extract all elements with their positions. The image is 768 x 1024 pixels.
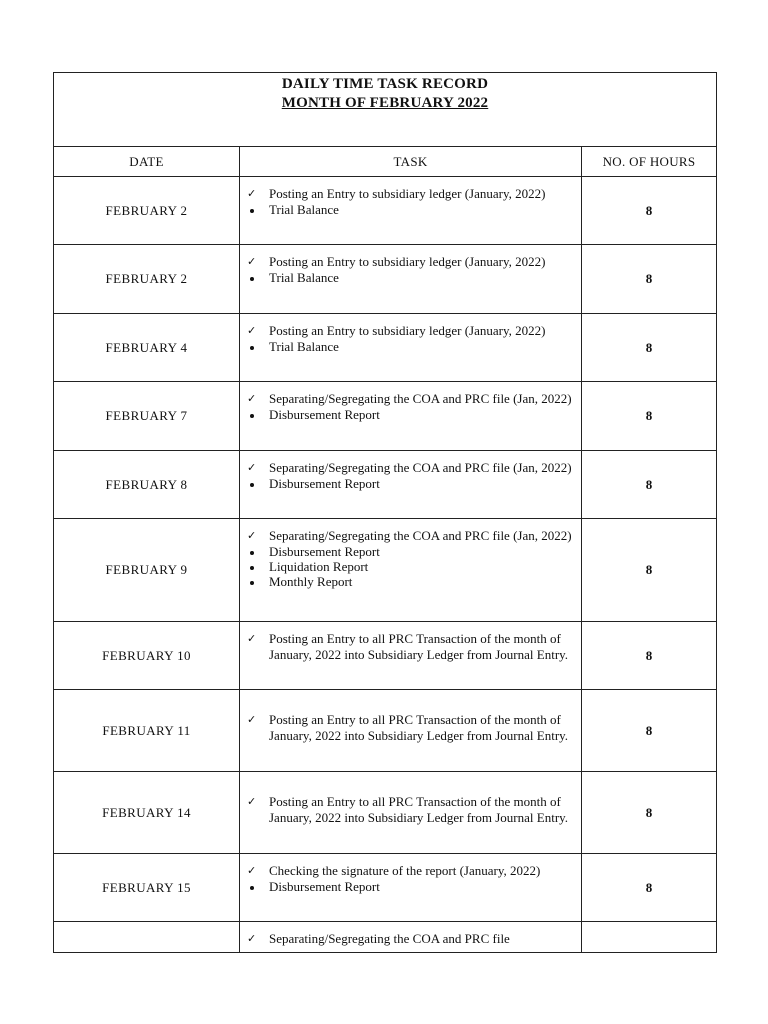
date-cell: FEBRUARY 9 [54, 519, 240, 622]
task-cell [240, 519, 582, 622]
task-cell [240, 314, 582, 382]
hours-cell [582, 922, 717, 953]
checked-task-item: ✓ Posting an Entry to all PRC Transaction of the month of January, 2022 into Subsidiary Ledger from Journal Entry. [246, 631, 574, 663]
checked-task-item: ✓ Separating/Segregating the COA and PRC file [246, 931, 574, 947]
checked-task-item: ✓ Posting an Entry to subsidiary ledger (January, 2022) [246, 254, 574, 270]
table-row [54, 451, 717, 519]
bullet-task-item: Disbursement Report [246, 545, 574, 559]
date-column-header: DATE [54, 147, 240, 177]
hours-cell: 8 [582, 177, 717, 245]
hours-cell: 8 [582, 382, 717, 451]
table-row [54, 245, 717, 314]
bullet-task-item: Liquidation Report [246, 560, 574, 574]
record-title: DAILY TIME TASK RECORD [281, 76, 489, 92]
task-list [246, 863, 574, 894]
bullet-task-item: Disbursement Report [246, 408, 574, 422]
table-row [54, 382, 717, 451]
checked-task-item: ✓ Posting an Entry to all PRC Transaction of the month of January, 2022 into Subsidiary Ledger from Journal Entry. [246, 712, 574, 744]
date-cell [54, 922, 240, 953]
task-rows [54, 177, 717, 953]
checked-task-item: ✓ Checking the signature of the report (January, 2022) [246, 863, 574, 879]
checked-task-item: ✓ Separating/Segregating the COA and PRC file (Jan, 2022) [246, 391, 574, 407]
hours-cell: 8 [582, 451, 717, 519]
date-cell: FEBRUARY 7 [54, 382, 240, 451]
hours-cell: 8 [582, 690, 717, 772]
task-cell [240, 690, 582, 772]
table-row [54, 690, 717, 772]
checked-task-item: ✓ Separating/Segregating the COA and PRC file (Jan, 2022) [246, 528, 574, 544]
task-list [246, 631, 574, 663]
bullet-task-item: Monthly Report [246, 575, 574, 589]
hours-cell: 8 [582, 854, 717, 922]
task-cell [240, 854, 582, 922]
task-cell [240, 245, 582, 314]
title-cell [54, 73, 717, 147]
task-cell [240, 177, 582, 245]
task-record-table [53, 72, 717, 953]
date-cell: FEBRUARY 2 [54, 177, 240, 245]
task-cell [240, 922, 582, 953]
task-list [246, 186, 574, 217]
task-list [246, 931, 574, 947]
task-list [246, 528, 574, 589]
table-row [54, 922, 717, 953]
task-cell [240, 382, 582, 451]
date-cell: FEBRUARY 11 [54, 690, 240, 772]
task-column-header: TASK [240, 147, 582, 177]
task-list [246, 460, 574, 491]
hours-cell: 8 [582, 772, 717, 854]
date-cell: FEBRUARY 8 [54, 451, 240, 519]
table-row [54, 772, 717, 854]
task-cell [240, 451, 582, 519]
date-cell: FEBRUARY 14 [54, 772, 240, 854]
month-title: MONTH OF FEBRUARY 2022 [281, 95, 489, 111]
bullet-task-item: Trial Balance [246, 271, 574, 285]
date-cell: FEBRUARY 15 [54, 854, 240, 922]
bullet-task-item: Trial Balance [246, 340, 574, 354]
checked-task-item: ✓ Posting an Entry to all PRC Transaction of the month of January, 2022 into Subsidiary Ledger from Journal Entry. [246, 794, 574, 826]
table-row [54, 622, 717, 690]
checked-task-item: ✓ Separating/Segregating the COA and PRC file (Jan, 2022) [246, 460, 574, 476]
bullet-task-item: Disbursement Report [246, 477, 574, 491]
hours-column-header: NO. OF HOURS [582, 147, 717, 177]
task-record-sheet [53, 72, 716, 953]
date-cell: FEBRUARY 2 [54, 245, 240, 314]
table-row [54, 519, 717, 622]
task-list [246, 712, 574, 744]
checked-task-item: ✓ Posting an Entry to subsidiary ledger (January, 2022) [246, 323, 574, 339]
task-cell [240, 772, 582, 854]
table-row [54, 314, 717, 382]
hours-cell: 8 [582, 519, 717, 622]
task-list [246, 254, 574, 285]
bullet-task-item: Trial Balance [246, 203, 574, 217]
title-row [54, 73, 717, 147]
date-cell: FEBRUARY 10 [54, 622, 240, 690]
hours-cell: 8 [582, 622, 717, 690]
hours-cell: 8 [582, 314, 717, 382]
bullet-task-item: Disbursement Report [246, 880, 574, 894]
table-row [54, 854, 717, 922]
checked-task-item: ✓ Posting an Entry to subsidiary ledger (January, 2022) [246, 186, 574, 202]
date-cell: FEBRUARY 4 [54, 314, 240, 382]
task-cell [240, 622, 582, 690]
hours-cell: 8 [582, 245, 717, 314]
header-row [54, 147, 717, 177]
table-row [54, 177, 717, 245]
task-list [246, 323, 574, 354]
task-list [246, 391, 574, 422]
task-list [246, 794, 574, 826]
